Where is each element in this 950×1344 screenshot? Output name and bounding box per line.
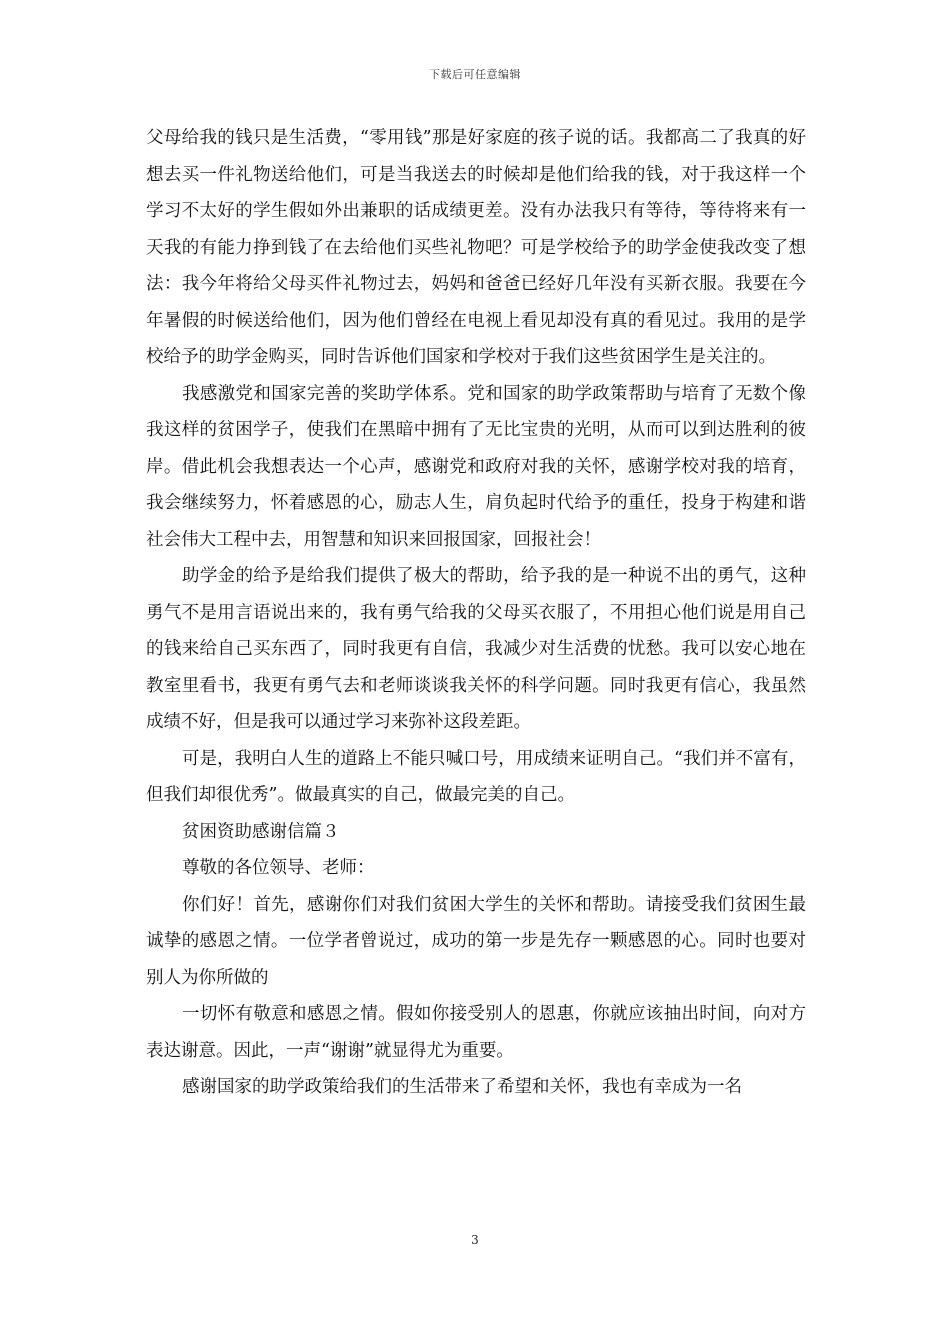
paragraph-7: 你们好！首先，感谢你们对我们贫困大学生的关怀和帮助。请接受我们贫困生最诚挚的感恩之情。一位学者曾说过，成功的第一步是先存一颗感恩的心。同时也要对别人为你所做的 — [146, 894, 806, 988]
paragraph-3: 助学金的给予是给我们提供了极大的帮助，给予我的是一种说不出的勇气，这种勇气不是用言语说出来的，我有勇气给我的父母买衣服了，不用担心他们说是用自己的钱来给自己买东西了，同时我更有自信，我减少对生活费的忧愁。我可以安心地在教室里看书，我更有勇气去和老师谈谈我关怀的科学问题。同时我更有信心，我虽然成绩不好，但是我可以通过学习来弥补这段差距。 — [146, 566, 806, 732]
section-heading: 贫困资助感谢信篇３ — [182, 821, 340, 842]
paragraph-2: 我感激党和国家完善的奖助学体系。党和国家的助学政策帮助与培育了无数个像我这样的贫困学子，使我们在黑暗中拥有了无比宝贵的光明，从而可以到达胜利的彼岸。借此机会我想表达一个心声，感谢党和政府对我的关怀，感谢学校对我的培育，我会继续努力，怀着感恩的心，励志人生，肩负起时代给予的重任，投身于构建和谐社会伟大工程中去，用智慧和知识来回报国家，回报社会！ — [146, 383, 806, 550]
salutation: 尊敬的各位领导、老师： — [182, 858, 375, 878]
document-body — [146, 120, 806, 1106]
paragraph-9: 感谢国家的助学政策给我们的生活带来了希望和关怀，我也有幸成为一名 — [182, 1077, 742, 1097]
paragraph-8: 一切怀有敬意和感恩之情。假如你接受别人的恩惠，你就应该抽出时间，向对方表达谢意。因此，一声“谢谢”就显得尤为重要。 — [146, 1004, 806, 1061]
paragraph-1: 父母给我的钱只是生活费，“零用钱”那是好家庭的孩子说的话。我都高二了我真的好想去买一件礼物送给他们，可是当我送去的时候却是他们给我的钱，对于我这样一个学习不太好的学生假如外出兼职的话成绩更差。没有办法我只有等待，等待将来有一天我的有能力挣到钱了在去给他们买些礼物吧？可是学校给予的助学金使我改变了想法：我今年将给父母买件礼物过去，妈妈和爸爸已经好几年没有买新衣服。我要在今年暑假的时候送给他们，因为他们曾经在电视上看见却没有真的看见过。我用的是学校给予的助学金购买，同时告诉他们国家和学校对于我们这些贫困学生是关注的。 — [146, 128, 806, 367]
page-header-note: 下载后可任意编辑 — [429, 68, 521, 81]
page-number: 3 — [471, 1233, 479, 1247]
paragraph-4: 可是，我明白人生的道路上不能只喊口号，用成绩来证明自己。“我们并不富有，但我们却很优秀”。做最真实的自己，做最完美的自己。 — [146, 748, 806, 805]
